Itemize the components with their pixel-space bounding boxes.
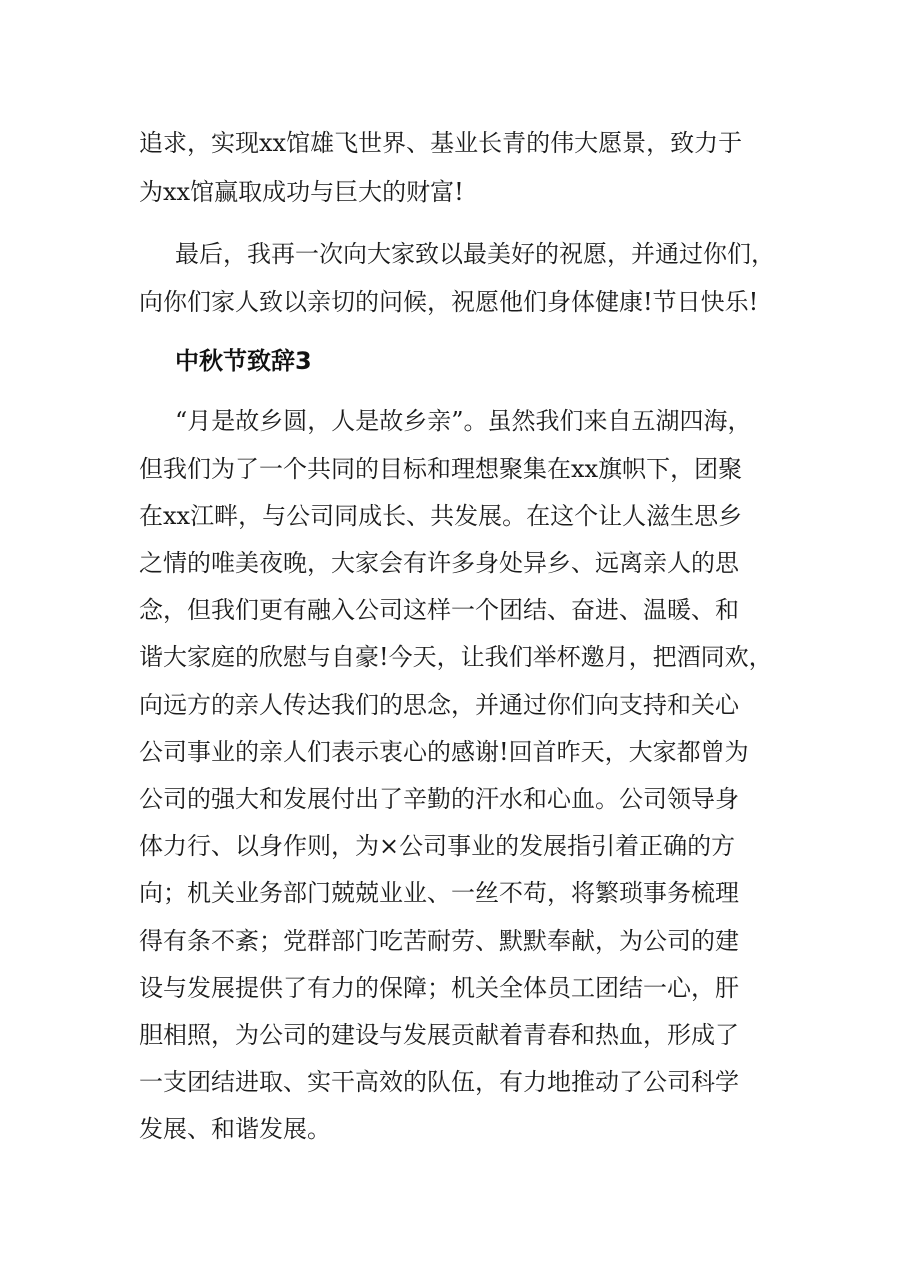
paragraph-2-line-2: 向你们家人致以亲切的问候，祝愿他们身体健康!节日快乐! (139, 288, 759, 316)
paragraph-3-line-10: 体力行、以身作则，为×公司事业的发展指引着正确的方 (139, 832, 736, 860)
paragraph-3-line-12: 得有条不紊；党群部门吃苦耐劳、默默奉献，为公司的建 (139, 927, 739, 955)
paragraph-2-line-1: 最后，我再一次向大家致以最美好的祝愿，并通过你们， (175, 240, 775, 268)
paragraph-3-line-9: 公司的强大和发展付出了辛勤的汗水和心血。公司领导身 (139, 785, 739, 813)
paragraph-3-line-3: 在xx江畔，与公司同成长、共发展。在这个让人滋生思乡 (139, 502, 743, 530)
paragraph-1-line-2: 为xx馆赢取成功与巨大的财富! (139, 178, 464, 206)
paragraph-3-line-7: 向远方的亲人传达我们的思念，并通过你们向支持和关心 (139, 691, 739, 719)
paragraph-3-line-2: 但我们为了一个共同的目标和理想聚集在xx旗帜下，团聚 (139, 455, 743, 483)
section-heading: 中秋节致辞3 (175, 347, 312, 375)
paragraph-3-line-14: 胆相照，为公司的建设与发展贡献着青春和热血，形成了 (139, 1021, 739, 1049)
paragraph-3-line-4: 之情的唯美夜晚，大家会有许多身处异乡、远离亲人的思 (139, 549, 739, 577)
paragraph-1-line-1: 追求，实现xx馆雄飞世界、基业长青的伟大愿景，致力于 (139, 129, 743, 157)
paragraph-3-line-16: 发展、和谐发展。 (139, 1115, 331, 1143)
paragraph-3-line-13: 设与发展提供了有力的保障；机关全体员工团结一心，肝 (139, 974, 739, 1002)
paragraph-3-line-11: 向；机关业务部门兢兢业业、一丝不苟，将繁琐事务梳理 (139, 879, 739, 907)
paragraph-3-line-1: “月是故乡圆，人是故乡亲”。虽然我们来自五湖四海， (175, 407, 752, 435)
paragraph-3-line-6: 谐大家庭的欣慰与自豪!今天，让我们举杯邀月，把酒同欢， (139, 643, 773, 671)
paragraph-3-line-15: 一支团结进取、实干高效的队伍，有力地推动了公司科学 (139, 1068, 739, 1096)
paragraph-3-line-8: 公司事业的亲人们表示衷心的感谢!回首昨天，大家都曾为 (139, 738, 749, 766)
paragraph-3-line-5: 念，但我们更有融入公司这样一个团结、奋进、温暖、和 (139, 596, 739, 624)
